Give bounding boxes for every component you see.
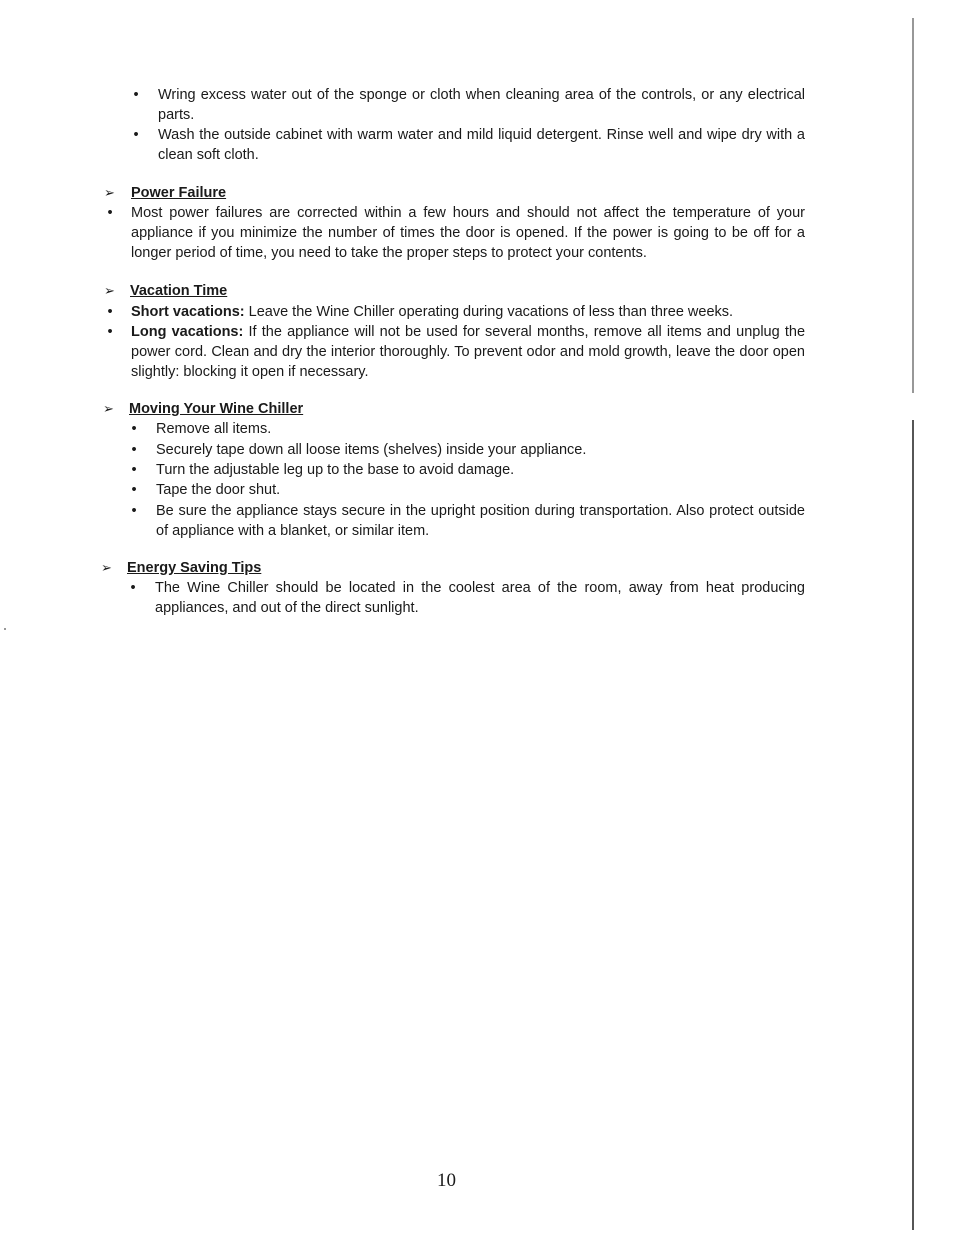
bullet-icon: • bbox=[133, 127, 139, 143]
page-number: 10 bbox=[437, 1170, 456, 1191]
vacation-time-heading bbox=[104, 281, 227, 301]
list-item bbox=[128, 460, 805, 480]
cleaning-tip-text: Wash the outside cabinet with warm water and mild liquid detergent. Rinse well and wipe dry with a clean soft cloth. bbox=[158, 127, 805, 163]
scan-speck bbox=[4, 628, 6, 630]
bullet-icon: • bbox=[130, 580, 136, 596]
moving-step-text: Securely tape down all loose items (shelves) inside your appliance. bbox=[156, 442, 587, 458]
scan-edge-line bbox=[912, 18, 914, 393]
list-item bbox=[128, 419, 805, 439]
list-item bbox=[127, 578, 805, 618]
moving-step-text: Remove all items. bbox=[156, 421, 272, 437]
list-item bbox=[130, 85, 805, 125]
energy-heading bbox=[101, 558, 261, 578]
section-title: Energy Saving Tips bbox=[127, 560, 262, 576]
list-item bbox=[104, 203, 805, 263]
moving-step-text: Turn the adjustable leg up to the base to avoid damage. bbox=[156, 462, 515, 478]
arrow-bullet-icon: ➢ bbox=[101, 560, 112, 575]
arrow-bullet-icon: ➢ bbox=[104, 283, 115, 298]
short-vacation-label: Short vacations: bbox=[131, 304, 245, 320]
energy-tip-text: The Wine Chiller should be located in the coolest area of the room, away from heat producing appliances, and out of the direct sunlight. bbox=[155, 580, 805, 616]
list-item bbox=[130, 125, 805, 165]
bullet-icon: • bbox=[107, 324, 113, 340]
bullet-icon: • bbox=[131, 421, 137, 437]
section-title: Moving Your Wine Chiller bbox=[129, 401, 304, 417]
moving-heading bbox=[103, 399, 303, 419]
bullet-icon: • bbox=[131, 482, 137, 498]
arrow-bullet-icon: ➢ bbox=[103, 401, 114, 416]
long-vacation-body: If the appliance will not be used for several months, remove all items and unplug the power cord. Clean and dry the interior thoroughly. To prevent odor and mold growth, leave the door open slightly: blocking it open if necessary. bbox=[131, 324, 806, 380]
scan-edge-line bbox=[912, 420, 914, 1230]
bullet-icon: • bbox=[131, 462, 137, 478]
bullet-icon: • bbox=[131, 503, 137, 519]
short-vacation-body: Leave the Wine Chiller operating during vacations of less than three weeks. bbox=[244, 304, 734, 320]
moving-step-text: Tape the door shut. bbox=[156, 482, 281, 498]
section-title: Power Failure bbox=[131, 185, 227, 201]
arrow-bullet-icon: ➢ bbox=[104, 185, 115, 200]
bullet-icon: • bbox=[133, 87, 139, 103]
list-item bbox=[128, 480, 805, 500]
power-failure-text: Most power failures are corrected within a few hours and should not affect the temperature of your appliance if you minimize the number of times the door is opened. If the power is going to be off for a longer period of time, you need to take the proper steps to protect your contents. bbox=[131, 205, 805, 261]
power-failure-heading bbox=[104, 183, 226, 203]
list-item bbox=[104, 322, 805, 382]
list-item bbox=[104, 302, 805, 322]
bullet-icon: • bbox=[131, 442, 137, 458]
list-item bbox=[128, 501, 805, 541]
long-vacation-label: Long vacations: bbox=[131, 324, 244, 340]
section-title: Vacation Time bbox=[130, 283, 228, 299]
bullet-icon: • bbox=[107, 205, 113, 221]
short-vacation-text bbox=[131, 302, 805, 322]
moving-step-text: Be sure the appliance stays secure in the upright position during transportation. Also protect outside of appliance with a blanket, or similar item. bbox=[156, 503, 805, 539]
long-vacation-text bbox=[131, 322, 805, 382]
bullet-icon: • bbox=[107, 304, 113, 320]
list-item bbox=[128, 440, 805, 460]
cleaning-tip-text: Wring excess water out of the sponge or cloth when cleaning area of the controls, or any electrical parts. bbox=[158, 87, 805, 123]
